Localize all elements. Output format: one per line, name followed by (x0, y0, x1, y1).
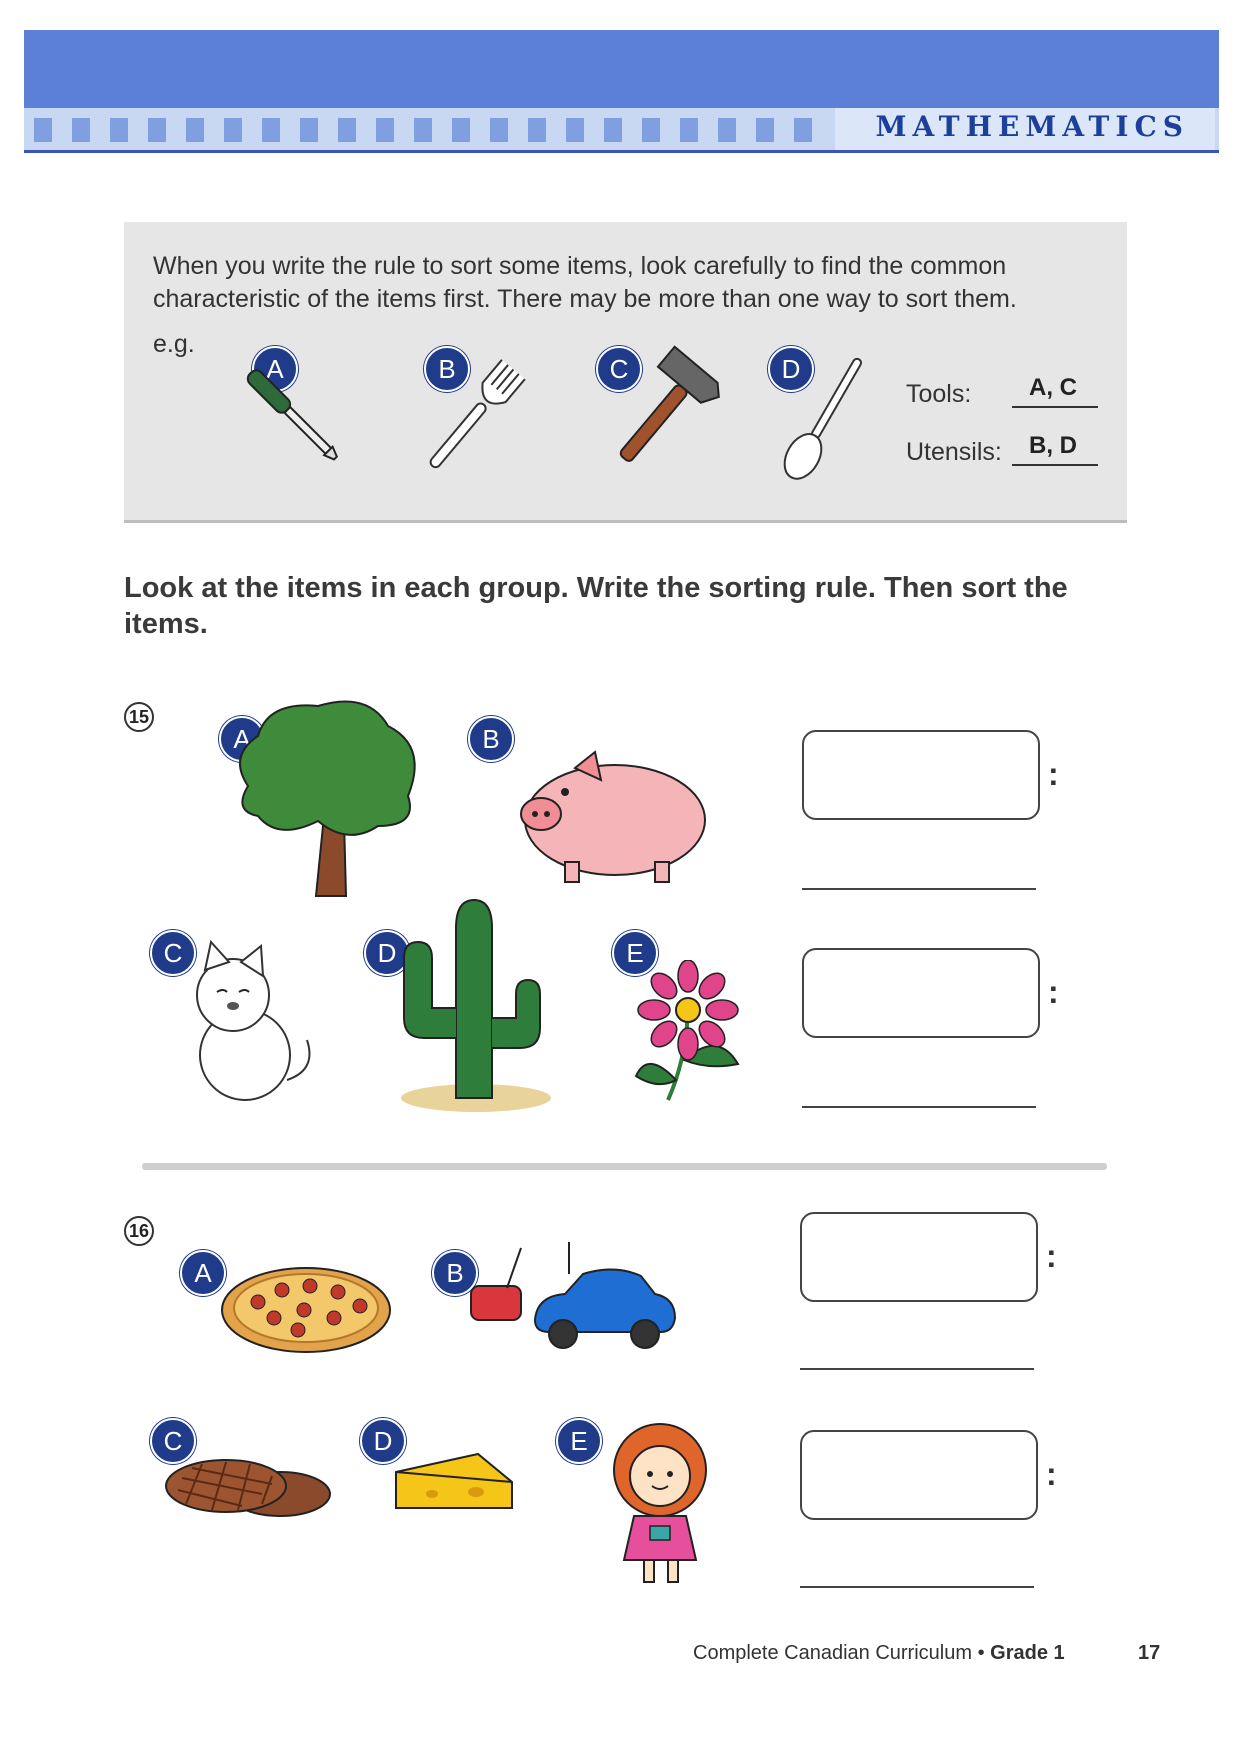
eg-label: e.g. (153, 330, 195, 358)
footer-grade: Grade 1 (990, 1642, 1065, 1664)
q15-badge-d: D (364, 930, 410, 976)
utensils-answer: B, D (1029, 432, 1077, 459)
q15-badge-c: C (150, 930, 196, 976)
q15-colon-2: : (1048, 974, 1059, 1010)
hammer-icon (596, 340, 736, 480)
footer-bullet: • (977, 1642, 985, 1664)
q15-badge-e: E (612, 930, 658, 976)
page-number: 17 (1138, 1642, 1161, 1664)
info-line-2: characteristic of the items first. There may be more than one way to sort them. (153, 285, 1017, 313)
q16-badge-e: E (556, 1418, 602, 1464)
fork-icon (406, 350, 536, 490)
q16-rule-box-2[interactable] (800, 1430, 1038, 1520)
header-banner (24, 30, 1219, 108)
tools-answer: A, C (1029, 374, 1077, 401)
q16-rule-box-1[interactable] (800, 1212, 1038, 1302)
pig-icon (505, 750, 715, 890)
q15-badge-a: A (219, 716, 265, 762)
cactus-icon (380, 898, 560, 1113)
item-badge-b: B (424, 346, 470, 392)
cat-icon (175, 940, 325, 1110)
question-number-16: 16 (124, 1216, 154, 1246)
tree-icon (228, 696, 428, 906)
q16-badge-d: D (360, 1418, 406, 1464)
q16-colon-2: : (1046, 1456, 1057, 1492)
utensils-answer-line (1012, 464, 1098, 466)
toy-car-icon (465, 1240, 685, 1358)
info-line-1: When you write the rule to sort some items, look carefully to find the common (153, 252, 1007, 280)
q16-badge-a: A (180, 1250, 226, 1296)
subject-title: MATHEMATICS (875, 110, 1189, 143)
question-number-15: 15 (124, 702, 154, 732)
section-divider (142, 1163, 1107, 1170)
cookies-icon (162, 1454, 334, 1522)
spoon-icon (764, 350, 884, 490)
q15-rule-box-1[interactable] (802, 730, 1040, 820)
item-badge-a: A (252, 346, 298, 392)
q16-badge-b: B (432, 1250, 478, 1296)
q15-rule-box-2[interactable] (802, 948, 1040, 1038)
utensils-label: Utensils: (906, 438, 1002, 466)
q15-answer-line-2[interactable] (802, 1106, 1036, 1108)
footer-book-title: Complete Canadian Curriculum (693, 1642, 973, 1664)
cheese-icon (392, 1452, 518, 1514)
header-rule (24, 150, 1219, 153)
q16-answer-line-1[interactable] (800, 1368, 1034, 1370)
pizza-icon (218, 1262, 394, 1358)
example-box (124, 222, 1127, 520)
doll-icon (596, 1420, 726, 1588)
flower-icon (628, 960, 748, 1105)
tools-answer-line (1012, 406, 1098, 408)
q15-colon-1: : (1048, 756, 1059, 792)
item-badge-d: D (768, 346, 814, 392)
footer (693, 1642, 1065, 1665)
instructions: Look at the items in each group. Write the sorting rule. Then sort the items. (124, 572, 1068, 640)
item-badge-c: C (596, 346, 642, 392)
q16-colon-1: : (1046, 1238, 1057, 1274)
screwdriver-icon (228, 352, 358, 482)
tools-label: Tools: (906, 380, 972, 408)
q15-badge-b: B (468, 716, 514, 762)
q15-answer-line-1[interactable] (802, 888, 1036, 890)
q16-badge-c: C (150, 1418, 196, 1464)
q16-answer-line-2[interactable] (800, 1586, 1034, 1588)
